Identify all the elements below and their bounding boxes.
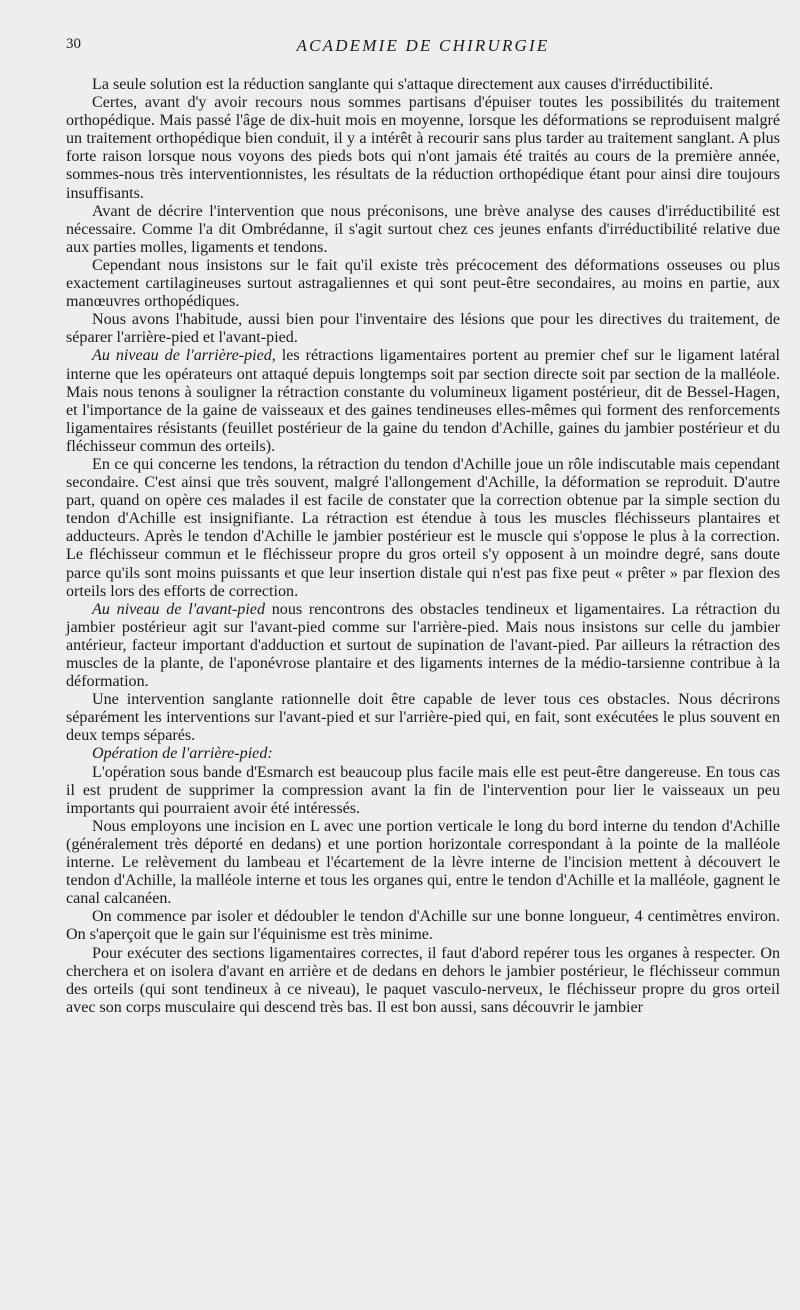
- paragraph: [66, 347, 780, 456]
- paragraph: [66, 745, 780, 763]
- paragraph: [66, 945, 780, 1017]
- paragraph: [66, 456, 780, 601]
- paragraph-text: Avant de décrire l'intervention que nous préconisons, une brève analyse des causes d'irréductibilité est nécessaire. Comme l'a dit Ombrédanne, il s'agit surtout chez ces jeunes enfants d'irréductibilité relative due aux parties molles, ligaments et tendons.: [66, 202, 780, 256]
- paragraph-text: Nous employons une incision en L avec une portion verticale le long du bord interne du tendon d'Achille (généralement très déporté en dedans) et une portion horizontale correspondant à la pointe de la malléole interne. Le relèvement du lambeau et l'écartement de la lèvre interne de l'incision mettent à découvert le tendon d'Achille, la malléole interne et tous les organes qui, entre le tendon d'Achille et la malléole, gagnent le canal calcanéen.: [66, 817, 780, 908]
- paragraph-text: Une intervention sanglante rationnelle doit être capable de lever tous ces obstacles. Nous décrirons séparément les interventions sur l'avant-pied et sur l'arrière-pied qui, en fait, sont exécutées le plus souvent en deux temps séparés.: [66, 691, 780, 745]
- paragraph: [66, 818, 780, 908]
- paragraph: [66, 764, 780, 818]
- paragraph: [66, 257, 780, 311]
- paragraph: [66, 311, 780, 347]
- paragraph: [66, 601, 780, 691]
- paragraph-text: On commence par isoler et dédoubler le tendon d'Achille sur une bonne longueur, 4 centimètres environ. On s'aperçoit que le gain sur l'équinisme est très minime.: [66, 908, 780, 944]
- body-text: [66, 76, 780, 1017]
- paragraph: [66, 76, 780, 94]
- paragraph-text: Nous avons l'habitude, aussi bien pour l'inventaire des lésions que pour les directives du traitement, de séparer l'arrière-pied et l'avant-pied.: [66, 311, 780, 347]
- paragraph-lead: Au niveau de l'avant-pied: [92, 600, 265, 618]
- paragraph-text: En ce qui concerne les tendons, la rétraction du tendon d'Achille joue un rôle indiscutable mais cependant secondaire. C'est ainsi que très souvent, malgré l'allongement d'Achille, la déformation se reproduit. D'autre part, quand on opère ces malades il est facile de constater que la correction obtenue par la simple section du tendon d'Achille est insignifiante. La rétraction est étendue à tous les muscles fléchisseurs plantaires et adducteurs. Après le tendon d'Achille le jambier postérieur est le muscle qui s'oppose le plus à la correction. Le fléchisseur commun et le fléchisseur propre du gros orteil s'y opposent à un moindre degré, sans doute parce qu'ils sont moins puissants et que leur insertion distale qui n'est pas fixe peut « prêter » par flexion des orteils lors des efforts de correction.: [66, 455, 780, 600]
- paragraph-text: les rétractions ligamentaires portent au premier chef sur le ligament latéral interne que les opérateurs ont attaqué depuis longtemps soit par section directe soit par section de la malléole. Mais nous tenons à souligner la rétraction constante du volumineux ligament postérieur, dit de Bessel-Hagen, et l'importance de la gaine de vaisseaux et des gaines tendineuses elles-mêmes qui forment des renforcements ligamentaires résistants (feuillet postérieur de la gaine du tendon d'Achille, gaines du jambier postérieur et du fléchisseur commun des orteils).: [66, 347, 780, 455]
- paragraph: [66, 203, 780, 257]
- paragraph-text: Certes, avant d'y avoir recours nous sommes partisans d'épuiser toutes les possibilités du traitement orthopédique. Mais passé l'âge de dix-huit mois en moyenne, lorsque les déformations se reproduisent malgré un traitement orthopédique bien conduit, il y a intérêt à recourir sans plus tarder au traitement sanglant. A plus forte raison lorsque nous voyons des pieds bots qui n'ont jamais été traités au cours de la première année, sommes-nous très interventionnistes, les résultats de la réduction orthopédique étant pour ainsi dire toujours insuffisants.: [66, 94, 780, 202]
- paragraph-lead: Au niveau de l'arrière-pied,: [92, 347, 276, 365]
- paragraph-text: La seule solution est la réduction sanglante qui s'attaque directement aux causes d'irréductibilité.: [92, 76, 714, 93]
- page-number: 30: [66, 36, 81, 52]
- paragraph-text: nous rencontrons des obstacles tendineux et ligamentaires. La rétraction du jambier postérieur agit sur l'avant-pied comme sur l'arrière-pied. Mais nous insistons sur celle du jambier antérieur, facteur important d'adduction et surtout de supination de l'avant-pied. Par ailleurs la rétraction des muscles de la plante, de l'aponévrose plantaire et des ligaments internes de la médio-tarsienne contribue à la déformation.: [66, 600, 780, 691]
- paragraph: [66, 908, 780, 944]
- paragraph: [66, 691, 780, 745]
- paragraph-text: Cependant nous insistons sur le fait qu'il existe très précocement des déformations osseuses ou plus exactement cartilagineuses surtout astragaliennes et qui sont peut-être secondaires, au moins en partie, aux manœuvres orthopédiques.: [66, 256, 780, 311]
- paragraph-text: L'opération sous bande d'Esmarch est beaucoup plus facile mais elle est peut-être dangereuse. En tous cas il est prudent de supprimer la compression avant la fin de l'intervention pour lier le vaisseaux un peu importants qui pourraient avoir été intéressés.: [66, 763, 780, 817]
- paragraph-text: Pour exécuter des sections ligamentaires correctes, il faut d'abord repérer tous les organes à respecter. On cherchera et on isolera d'avant en arrière et de dedans en dehors le jambier postérieur, le fléchisseur commun des orteils (qui sont tendineux à ce niveau), le paquet vasculo-nerveux, le fléchisseur propre du gros orteil avec son corps musculaire qui descend très bas. Il est bon aussi, sans découvrir le jambier: [66, 944, 780, 1016]
- running-title: ACADEMIE DE CHIRURGIE: [296, 36, 550, 55]
- page-header: [66, 36, 780, 60]
- paragraph: [66, 94, 780, 203]
- paragraph-lead: Opération de l'arrière-pied:: [92, 745, 273, 763]
